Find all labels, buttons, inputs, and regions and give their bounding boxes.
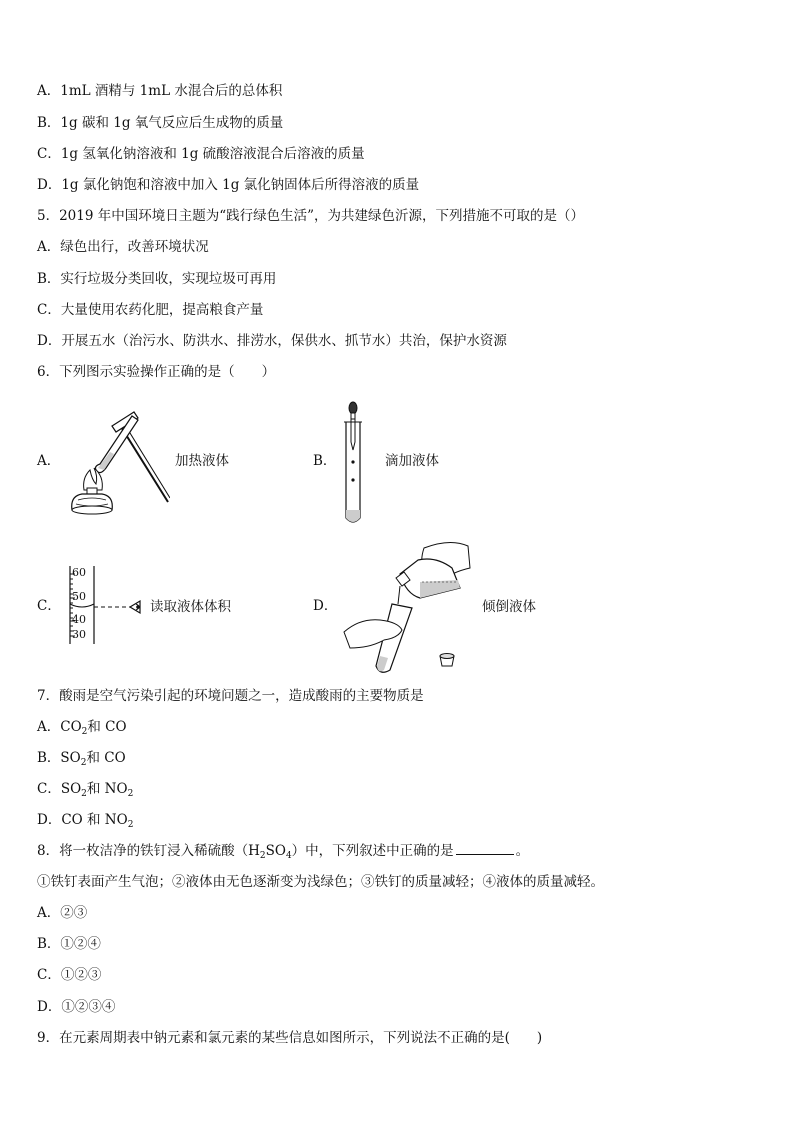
- q6-d-caption: 倾倒液体: [482, 599, 536, 615]
- q6-a-caption: 加热液体: [175, 453, 229, 469]
- q7-a-pre: A．CO: [37, 719, 82, 735]
- cylinder-tick-30: 30: [72, 628, 86, 641]
- dropping-liquid-figure: [340, 400, 368, 526]
- q6-a-letter: A．: [37, 453, 61, 469]
- q8-statements: ①铁钉表面产生气泡；②液体由无色逐渐变为浅绿色；③铁钉的质量减轻；④液体的质量减轻。: [37, 874, 604, 890]
- q8-stem-post: ）中，下列叙述中正确的是: [291, 843, 454, 859]
- q8-option-c: C．①②③: [37, 967, 102, 983]
- q8-stem-sub2: 4: [285, 851, 292, 861]
- q7-stem: 7．酸雨是空气污染引起的环境问题之一，造成酸雨的主要物质是: [37, 688, 424, 704]
- q7-c-mid: 和 NO: [86, 781, 128, 797]
- q6-c-letter: C．: [37, 598, 61, 614]
- q7-a-sub: 2: [81, 727, 88, 737]
- q5-option-d: D．开展五水（治污水、防洪水、排涝水，保供水、抓节水）共治，保护水资源: [37, 333, 507, 349]
- q6-b-letter: B．: [313, 453, 337, 469]
- q8-stem: [37, 842, 529, 860]
- q4-option-d: D．1g 氯化钠饱和溶液中加入 1g 氯化钠固体后所得溶液的质量: [37, 177, 420, 193]
- q7-c-pre: C．SO: [37, 781, 82, 797]
- cylinder-tick-40: 40: [72, 613, 86, 626]
- q6-b-caption: 滴加液体: [385, 453, 439, 469]
- heating-liquid-figure: [60, 404, 170, 516]
- q6-d-letter: D．: [313, 598, 338, 614]
- q7-d-pre: D．CO 和 NO: [37, 812, 128, 828]
- q7-b-pre: B．SO: [37, 750, 81, 766]
- q7-b-post: 和 CO: [86, 750, 126, 766]
- cylinder-tick-60: 60: [72, 566, 86, 579]
- q4-option-c: C．1g 氢氧化钠溶液和 1g 硫酸溶液混合后溶液的质量: [37, 146, 365, 162]
- q8-stem-sub1: 2: [259, 851, 266, 861]
- q6-stem: 6．下列图示实验操作正确的是（ ）: [37, 364, 276, 380]
- q7-a-post: 和 CO: [87, 719, 127, 735]
- pouring-liquid-figure: [340, 538, 480, 676]
- q5-option-c: C．大量使用农药化肥，提高粮食产量: [37, 302, 264, 318]
- answer-blank: [456, 842, 514, 855]
- q7-option-a: [37, 718, 127, 736]
- q7-c-sub2: 2: [127, 789, 134, 799]
- q8-option-a: A．②③: [37, 905, 88, 921]
- q6-c-caption: 读取液体体积: [150, 599, 231, 615]
- q8-option-b: B．①②④: [37, 936, 101, 952]
- q9-stem: 9．在元素周期表中钠元素和氯元素的某些信息如图所示，下列说法不正确的是( ): [37, 1030, 543, 1046]
- q5-option-b: B．实行垃圾分类回收，实现垃圾可再用: [37, 271, 277, 287]
- q5-option-a: A．绿色出行，改善环境状况: [37, 239, 209, 255]
- q4-option-b: B．1g 碳和 1g 氧气反应后生成物的质量: [37, 115, 284, 131]
- q5-stem: 5．2019 年中国环境日主题为“践行绿色生活”，为共建绿色沂源，下列措施不可取的是（）: [37, 208, 585, 224]
- q8-stem-mid: SO: [265, 843, 286, 859]
- q8-stem-pre: 8．将一枚洁净的铁钉浸入稀硫酸（H: [37, 843, 260, 859]
- q7-c-sub1: 2: [81, 789, 87, 799]
- q7-b-sub: 2: [80, 758, 87, 768]
- cylinder-tick-50: 50: [72, 590, 86, 603]
- q7-option-b: [37, 749, 126, 767]
- q7-option-c: [37, 780, 133, 798]
- q7-d-sub: 2: [127, 820, 134, 830]
- q8-stem-end: 。: [515, 843, 530, 859]
- q7-option-d: [37, 811, 133, 829]
- q8-option-d: D．①②③④: [37, 999, 116, 1015]
- q4-option-a: A．1mL 酒精与 1mL 水混合后的总体积: [37, 83, 283, 99]
